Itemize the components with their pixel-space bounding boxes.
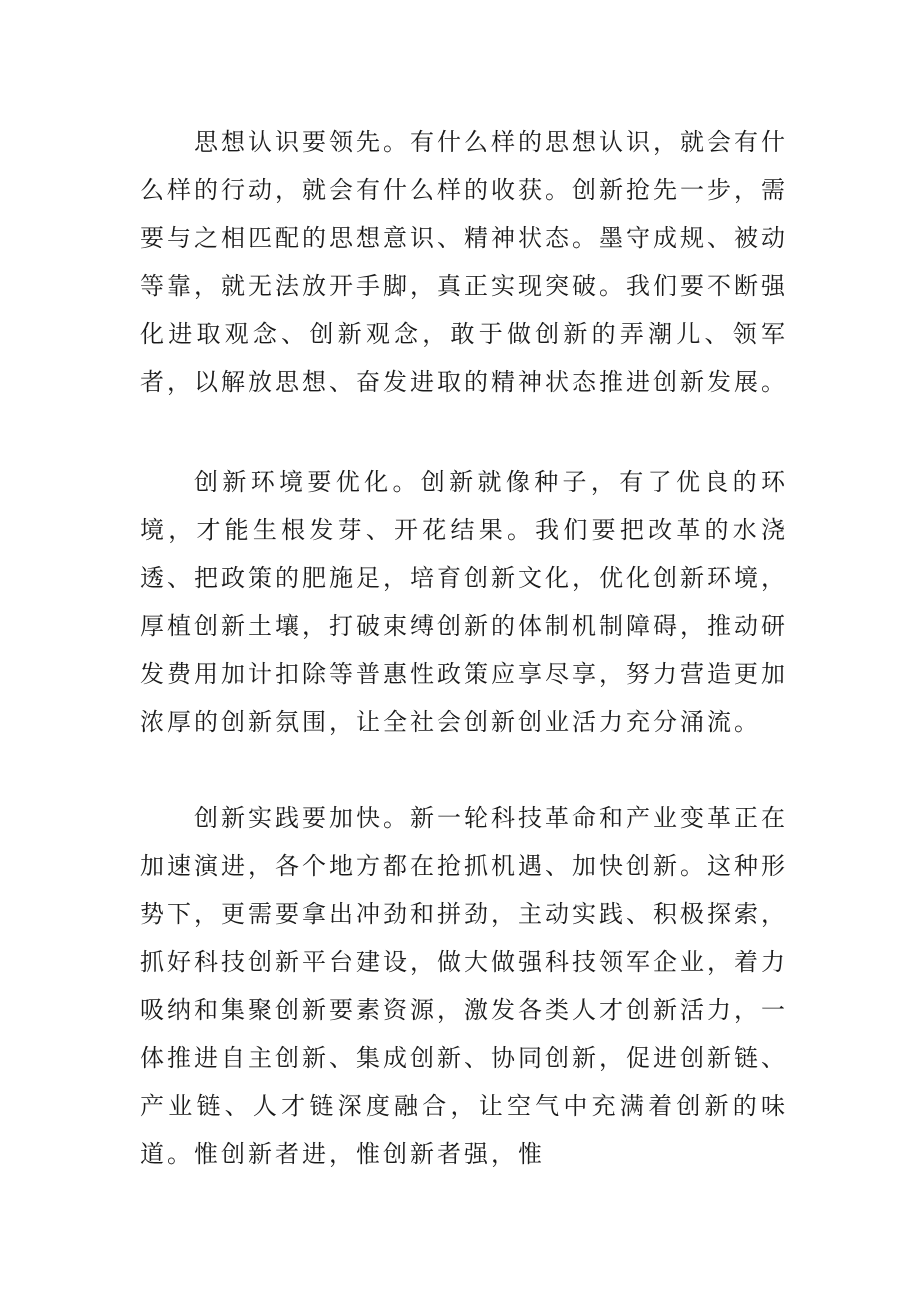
paragraph-thinking: 思想认识要领先。有什么样的思想认识，就会有什么样的行动，就会有什么样的收获。创新抢先一步，需要与之相匹配的思想意识、精神状态。墨守成规、被动等靠，就无法放开手脚，真正实现突破。我们要不断强化进取观念、创新观念，敢于做创新的弄潮儿、领军者，以解放思想、奋发进取的精神状态推进创新发展。 [140, 128, 788, 396]
paragraph-environment: 创新环境要优化。创新就像种子，有了优良的环境，才能生根发芽、开花结果。我们要把改革的水浇透、把政策的肥施足，培育创新文化，优化创新环境，厚植创新土壤，打破束缚创新的体制机制障碍，推动研发费用加计扣除等普惠性政策应享尽享，努力营造更加浓厚的创新氛围，让全社会创新创业活力充分涌流。 [140, 468, 788, 736]
paragraph-practice: 创新实践要加快。新一轮科技革命和产业变革正在加速演进，各个地方都在抢抓机遇、加快创新。这种形势下，更需要拿出冲劲和拼劲，主动实践、积极探索，抓好科技创新平台建设，做大做强科技领军企业，着力吸纳和集聚创新要素资源，激发各类人才创新活力，一体推进自主创新、集成创新、协同创新，促进创新链、产业链、人才链深度融合，让空气中充满着创新的味道。惟创新者进，惟创新者强，惟 [140, 804, 788, 1168]
